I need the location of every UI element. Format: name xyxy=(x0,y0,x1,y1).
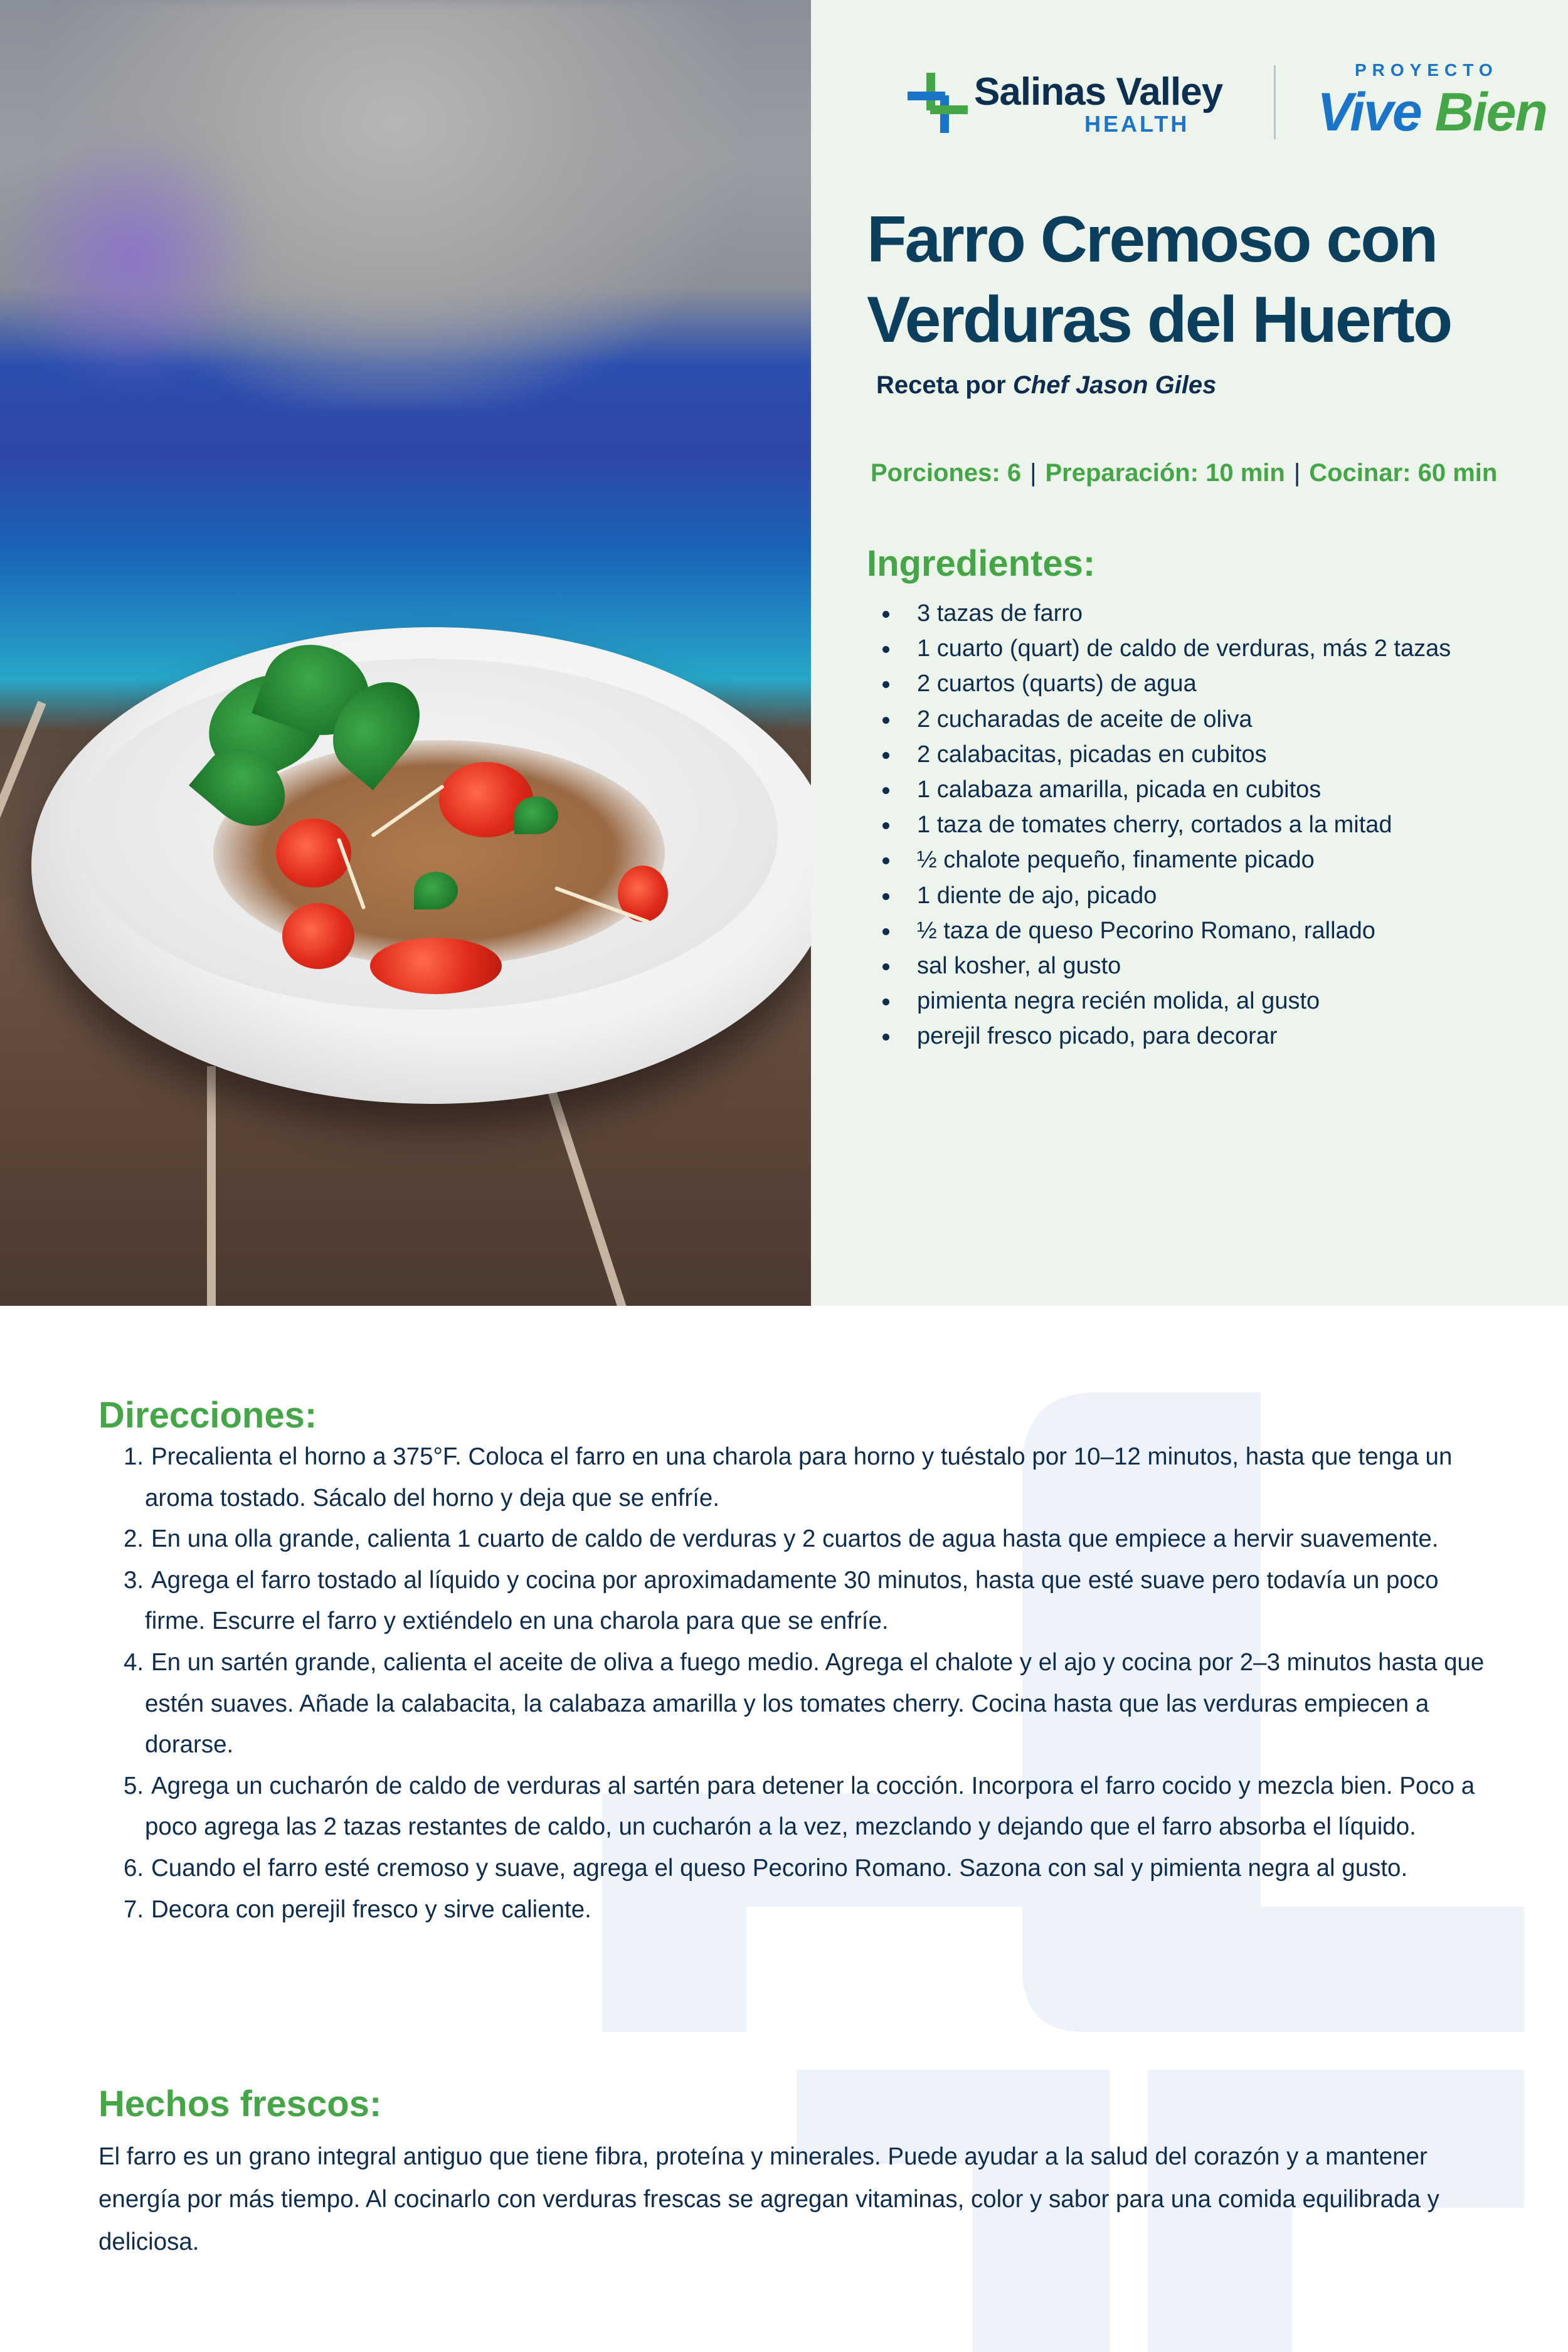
program-word-1: Vive xyxy=(1317,82,1421,142)
ingredient-item: sal kosher, al gusto xyxy=(872,948,1451,983)
ingredient-item: 1 calabaza amarilla, picada en cubitos xyxy=(872,772,1451,807)
step-number: 1. xyxy=(124,1443,144,1470)
step-text: Agrega el farro tostado al líquido y cocina por aproximadamente 30 minutos, hasta que esté suave pero todavía un poco firme. Escurre el farro y extiéndelo en una charola para que se enfríe. xyxy=(145,1566,1439,1635)
servings: Porciones: 6 xyxy=(871,459,1022,487)
step-number: 4. xyxy=(124,1648,144,1676)
direction-step xyxy=(98,1560,1491,1642)
direction-step xyxy=(98,1848,1491,1889)
step-number: 6. xyxy=(124,1854,144,1882)
ingredient-item: 3 tazas de farro xyxy=(872,596,1451,631)
program-name xyxy=(1317,82,1547,142)
step-text: Decora con perejil fresco y sirve caliente. xyxy=(151,1895,591,1923)
step-text: Precalienta el horno a 375°F. Coloca el farro en una charola para horno y tuéstalo por 10–12 minutos, hasta que tenga un aroma tostado. Sácalo del horno y deja que se enfríe. xyxy=(145,1443,1453,1512)
ingredient-item: 2 calabacitas, picadas en cubitos xyxy=(872,737,1451,772)
medical-cross-icon xyxy=(908,73,968,133)
ingredient-item: 1 taza de tomates cherry, cortados a la mitad xyxy=(872,807,1451,842)
meta-separator: | xyxy=(1293,459,1301,487)
ingredients-list xyxy=(872,596,1451,1054)
ingredient-item: pimienta negra recién molida, al gusto xyxy=(872,983,1451,1019)
facts-text: El farro es un grano integral antiguo que tiene fibra, proteína y minerales. Puede ayudar a la salud del corazón y a mantener energía por más tiempo. Al cocinarlo con verduras frescas se agregan vitaminas, color y sabor para una comida equilibrada y deliciosa. xyxy=(98,2143,1439,2255)
program-kicker: PROYECTO xyxy=(1355,60,1498,80)
step-number: 2. xyxy=(124,1525,144,1553)
facts-heading: Hechos frescos: xyxy=(98,2084,382,2124)
ingredient-item: ½ chalote pequeño, finamente picado xyxy=(872,842,1451,877)
directions-list xyxy=(98,1436,1491,1930)
step-text: Agrega un cucharón de caldo de verduras al sartén para detener la cocción. Incorpora el farro cocido y mezcla bien. Poco a poco agrega las 2 tazas restantes de caldo, un cucharón a la vez, mezclando y dejando que el farro absorba el líquido. xyxy=(145,1772,1475,1841)
chef-name: Chef Jason Giles xyxy=(1012,371,1217,399)
recipe-photo xyxy=(0,0,811,1306)
direction-step xyxy=(98,1889,1491,1931)
step-number: 7. xyxy=(124,1895,144,1923)
byline-prefix: Receta por xyxy=(876,371,1006,399)
recipe-title: Farro Cremoso con Verduras del Huerto xyxy=(867,203,1451,356)
ingredient-item: 1 cuarto (quart) de caldo de verduras, más 2 tazas xyxy=(872,631,1451,666)
salinas-valley-health-logo xyxy=(908,68,1234,143)
logo-divider xyxy=(1274,65,1276,139)
direction-step xyxy=(98,1766,1491,1848)
recipe-byline xyxy=(876,371,1216,400)
ingredients-heading: Ingredientes: xyxy=(867,543,1096,584)
ingredient-item: 2 cucharadas de aceite de oliva xyxy=(872,702,1451,737)
program-word-2: Bien xyxy=(1434,82,1547,142)
ingredient-item: perejil fresco picado, para decorar xyxy=(872,1019,1451,1054)
step-number: 5. xyxy=(124,1772,144,1799)
meta-separator: | xyxy=(1030,459,1037,487)
vive-bien-logo xyxy=(1317,58,1547,146)
direction-step xyxy=(98,1642,1491,1766)
brand-name: Salinas Valley xyxy=(974,70,1223,114)
direction-step xyxy=(98,1436,1491,1518)
step-text: En una olla grande, calienta 1 cuarto de caldo de verduras y 2 cuartos de agua hasta que empiece a hervir suavemente. xyxy=(151,1525,1439,1553)
step-number: 3. xyxy=(124,1566,144,1594)
ingredient-item: 1 diente de ajo, picado xyxy=(872,878,1451,913)
brand-subtitle: HEALTH xyxy=(1084,111,1190,137)
cook-time: Cocinar: 60 min xyxy=(1309,459,1498,487)
recipe-meta xyxy=(871,459,1497,487)
ingredient-item: 2 cuartos (quarts) de agua xyxy=(872,666,1451,701)
prep-time: Preparación: 10 min xyxy=(1045,459,1285,487)
ingredient-item: ½ taza de queso Pecorino Romano, rallado xyxy=(872,913,1451,948)
step-text: En un sartén grande, calienta el aceite de oliva a fuego medio. Agrega el chalote y el ajo y cocina por 2–3 minutos hasta que estén suaves. Añade la calabacita, la calabaza amarilla y los tomates cherry. Cocina hasta que las verduras empiecen a dorarse. xyxy=(145,1648,1485,1759)
directions-heading: Direcciones: xyxy=(98,1395,317,1436)
step-text: Cuando el farro esté cremoso y suave, agrega el queso Pecorino Romano. Sazona con sal y pimienta negra al gusto. xyxy=(151,1854,1408,1882)
direction-step xyxy=(98,1518,1491,1560)
